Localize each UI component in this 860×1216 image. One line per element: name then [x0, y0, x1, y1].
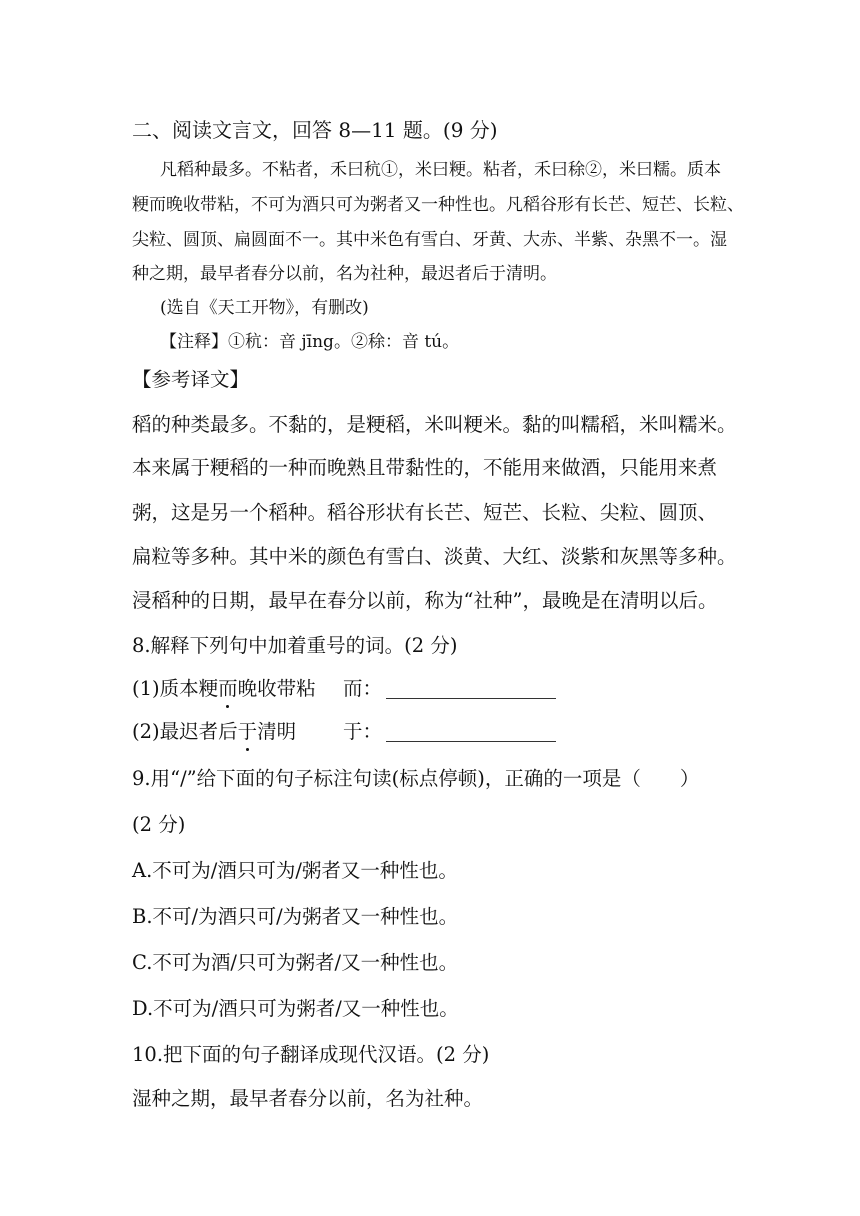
- passage-source: (选自《天工开物》，有删改): [160, 298, 369, 318]
- section-heading: 二、阅读文言文，回答 8—11 题。(9 分): [132, 118, 498, 142]
- translation-line: 稻的种类最多。不黏的，是粳稻，米叫粳米。黏的叫糯稻，米叫糯米。: [132, 413, 737, 436]
- question-8-item-1: [132, 673, 316, 701]
- q9-option-c: C.不可为酒/只可为粥者/又一种性也。: [132, 951, 459, 974]
- q8-item-text: (2)最迟者后: [132, 720, 238, 743]
- q8-item-text: 晚收带粘: [237, 677, 316, 700]
- translation-heading: 【参考译文】: [132, 368, 250, 391]
- q8-answer-2: [343, 716, 556, 744]
- passage-line: 种之期，最早者春分以前，名为社种，最迟者后于清明。: [132, 264, 557, 284]
- q8-item-text: (1)质本粳: [132, 677, 219, 700]
- q9-option-a: A.不可为/酒只可为/粥者又一种性也。: [132, 859, 458, 882]
- translation-line: 粥，这是另一个稻种。稻谷形状有长芒、短芒、长粒、尖粒、圆顶、: [132, 501, 718, 524]
- passage-line: 粳而晚收带粘，不可为酒只可为粥者又一种性也。凡稻谷形有长芒、短芒、长粒、: [132, 195, 744, 215]
- answer-blank[interactable]: [386, 721, 556, 742]
- q9-option-d: D.不可为/酒只可为粥者/又一种性也。: [132, 997, 459, 1020]
- question-10-sentence: 湿种之期，最早者春分以前，名为社种。: [132, 1087, 484, 1110]
- question-8-stem: 8.解释下列句中加着重号的词。(2 分): [132, 634, 458, 657]
- q8-item-text: 清明: [257, 720, 297, 743]
- passage-line: 尖粒、圆顶、扁圆面不一。其中米色有雪白、牙黄、大赤、半紫、杂黑不一。湿: [132, 230, 727, 250]
- answer-blank[interactable]: [386, 678, 556, 699]
- translation-line: 浸稻种的日期，最早在春分以前，称为“社种”，最晚是在清明以后。: [132, 589, 718, 612]
- translation-line: 本来属于粳稻的一种而晚熟且带黏性的，不能用来做酒，只能用来煮: [132, 456, 718, 479]
- emphasis-dot-char: 而: [218, 673, 238, 701]
- emphasis-dot-char: 于: [238, 716, 258, 744]
- passage-line: 凡稻种最多。不粘者，禾曰秔①，米曰粳。粘者，禾曰稌②，米曰糯。质本: [160, 160, 721, 180]
- q8-answer-label: 而：: [343, 677, 383, 700]
- passage-note: 【注释】①秔：音 jīng。②稌：音 tú。: [160, 332, 460, 352]
- question-8-item-2: [132, 716, 296, 744]
- q9-option-b: B.不可/为酒只可/为粥者又一种性也。: [132, 905, 459, 928]
- q8-answer-1: [343, 673, 556, 701]
- question-9-score: (2 分): [132, 813, 186, 836]
- q8-answer-label: 于：: [343, 720, 383, 743]
- translation-line: 扁粒等多种。其中米的颜色有雪白、淡黄、大红、淡紫和灰黑等多种。: [132, 545, 737, 568]
- question-10-stem: 10.把下面的句子翻译成现代汉语。(2 分): [132, 1043, 490, 1066]
- question-9-stem: 9.用“/”给下面的句子标注句读(标点停顿)，正确的一项是（ ）: [132, 767, 700, 790]
